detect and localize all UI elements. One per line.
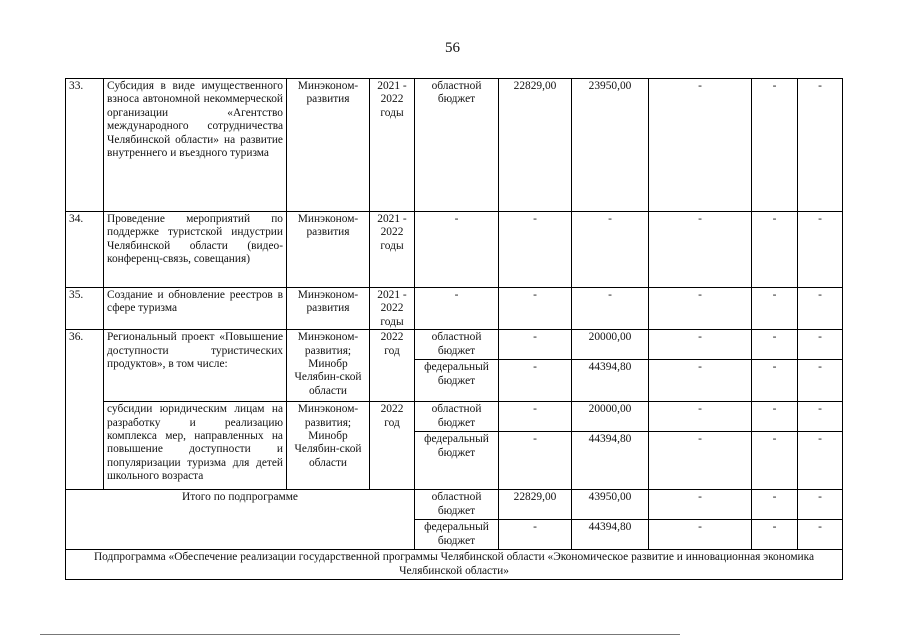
- value-cell: -: [798, 432, 843, 490]
- funding-source: федеральный бюджет: [415, 432, 499, 490]
- value-cell: -: [752, 520, 798, 550]
- row-number: 34.: [66, 212, 104, 288]
- value-cell: 20000,00: [572, 330, 649, 360]
- budget-table: [65, 78, 843, 580]
- page-bottom-rule: [40, 634, 680, 635]
- term: 2021 - 2022 годы: [370, 79, 415, 212]
- value-cell: -: [649, 212, 752, 288]
- subprogram-row: [66, 550, 843, 580]
- value-cell: -: [798, 490, 843, 520]
- value-cell: -: [798, 288, 843, 330]
- value-cell: -: [798, 79, 843, 212]
- value-cell: 20000,00: [572, 402, 649, 432]
- table-row: [66, 402, 843, 432]
- table-row: [66, 212, 843, 288]
- value-cell: -: [752, 402, 798, 432]
- value-cell: -: [499, 330, 572, 360]
- funding-source: областной бюджет: [415, 330, 499, 360]
- value-cell: -: [499, 212, 572, 288]
- value-cell: -: [798, 402, 843, 432]
- value-cell: -: [752, 330, 798, 360]
- value-cell: -: [499, 520, 572, 550]
- value-cell: -: [649, 402, 752, 432]
- measure-name: Проведение мероприятий по поддержке туристской индустрии Челябинской области (видео-конференц-связь, совещания): [104, 212, 287, 288]
- value-cell: -: [499, 402, 572, 432]
- executor: Минэконом-развития: [287, 79, 370, 212]
- subprogram-heading: Подпрограмма «Обеспечение реализации государственной программы Челябинской области «Экономическое развитие и инновационная экономика Челябинской области»: [66, 550, 843, 580]
- value-cell: -: [499, 360, 572, 402]
- funding-source: областной бюджет: [415, 490, 499, 520]
- funding-source: -: [415, 212, 499, 288]
- value-cell: 43950,00: [572, 490, 649, 520]
- executor: Минэконом-развития: [287, 288, 370, 330]
- value-cell: 22829,00: [499, 79, 572, 212]
- value-cell: -: [798, 212, 843, 288]
- value-cell: -: [649, 360, 752, 402]
- funding-source: областной бюджет: [415, 79, 499, 212]
- term: 2021 - 2022 годы: [370, 212, 415, 288]
- value-cell: 23950,00: [572, 79, 649, 212]
- measure-name: Субсидия в виде имущественного взноса автономной некоммерческой организации «Агентство международного сотрудничества Челябинской области» на развитие внутреннего и въездного туризма: [104, 79, 287, 212]
- term: 2022 год: [370, 330, 415, 402]
- value-cell: 44394,80: [572, 360, 649, 402]
- value-cell: -: [649, 432, 752, 490]
- value-cell: -: [752, 432, 798, 490]
- value-cell: -: [798, 330, 843, 360]
- total-label: Итого по подпрограмме: [66, 490, 415, 550]
- value-cell: -: [649, 330, 752, 360]
- row-number: 36.: [66, 330, 104, 490]
- table-row-total: [66, 490, 843, 520]
- value-cell: -: [649, 288, 752, 330]
- measure-name: Региональный проект «Повышение доступности туристических продуктов», в том числе:: [104, 330, 287, 402]
- value-cell: -: [752, 288, 798, 330]
- row-number: 35.: [66, 288, 104, 330]
- funding-source: -: [415, 288, 499, 330]
- term: 2022 год: [370, 402, 415, 490]
- value-cell: -: [572, 288, 649, 330]
- value-cell: -: [752, 79, 798, 212]
- term: 2021 - 2022 годы: [370, 288, 415, 330]
- table-row: [66, 288, 843, 330]
- funding-source: областной бюджет: [415, 402, 499, 432]
- value-cell: -: [499, 288, 572, 330]
- value-cell: -: [649, 520, 752, 550]
- value-cell: -: [649, 79, 752, 212]
- executor: Минэконом-развития: [287, 212, 370, 288]
- value-cell: -: [499, 432, 572, 490]
- executor: Минэконом-развития; Минобр Челябин-ской области: [287, 330, 370, 402]
- measure-name: субсидии юридическим лицам на разработку и реализацию комплекса мер, направленных на повышение доступности и популяризации туризма для детей школьного возраста: [104, 402, 287, 490]
- funding-source: федеральный бюджет: [415, 360, 499, 402]
- page-number: 56: [445, 40, 460, 56]
- value-cell: -: [752, 490, 798, 520]
- table-row: [66, 79, 843, 212]
- table-row: [66, 330, 843, 360]
- funding-source: федеральный бюджет: [415, 520, 499, 550]
- value-cell: -: [752, 360, 798, 402]
- value-cell: -: [798, 520, 843, 550]
- executor: Минэконом-развития; Минобр Челябин-ской области: [287, 402, 370, 490]
- value-cell: 44394,80: [572, 520, 649, 550]
- value-cell: 22829,00: [499, 490, 572, 520]
- value-cell: -: [798, 360, 843, 402]
- value-cell: -: [572, 212, 649, 288]
- measure-name: Создание и обновление реестров в сфере туризма: [104, 288, 287, 330]
- value-cell: 44394,80: [572, 432, 649, 490]
- value-cell: -: [752, 212, 798, 288]
- value-cell: -: [649, 490, 752, 520]
- row-number: 33.: [66, 79, 104, 212]
